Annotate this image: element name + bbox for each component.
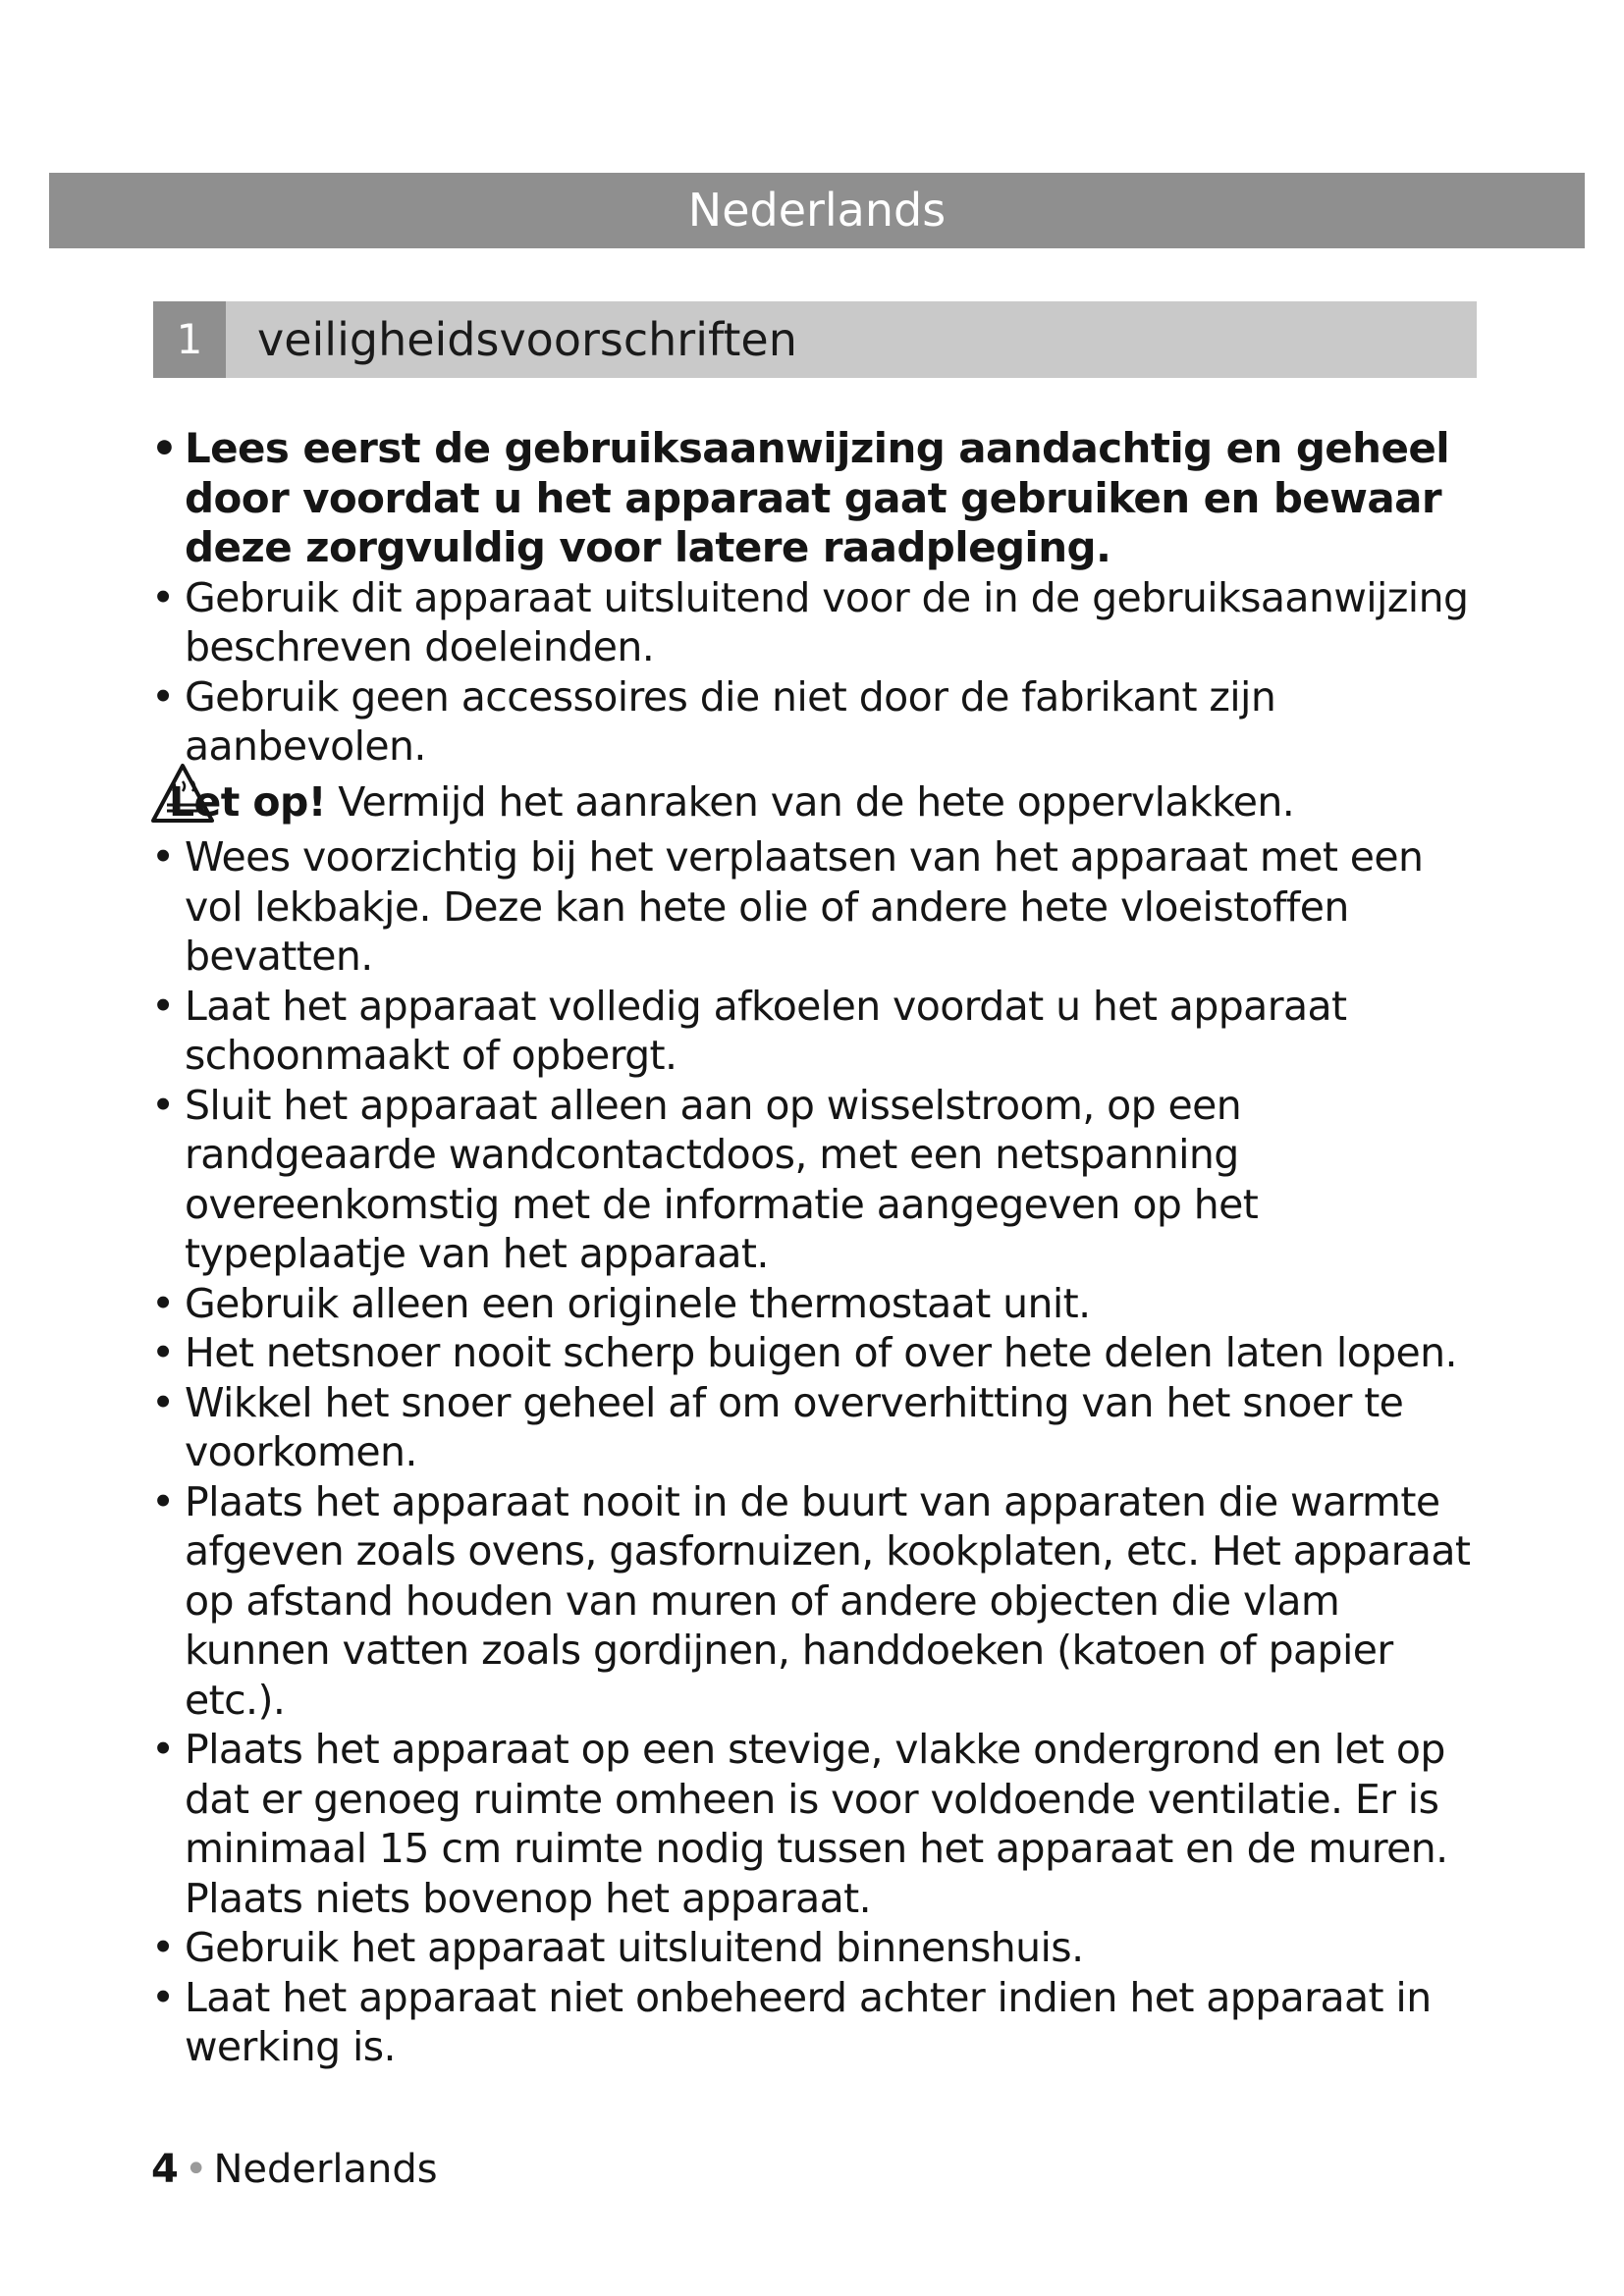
list-item [149, 1725, 1485, 1923]
page-number: 4 [151, 2147, 179, 2192]
bullet-dot: • [151, 1924, 175, 1971]
bullet-dot: • [151, 1081, 175, 1129]
page-footer [151, 2144, 438, 2195]
list-item-text: Wees voorzichtig bij het verplaatsen van het apparaat met een vol lekbakje. Deze kan hete olie of andere hete vloeistoffen bevatten. [185, 833, 1424, 980]
list-item [149, 832, 1485, 982]
section-title: veiligheidsvoorschriften [257, 313, 797, 366]
list-item-text: Gebruik dit apparaat uitsluitend voor de in de gebruiksaanwijzing beschreven doeleinden. [185, 573, 1469, 670]
list-item [149, 1923, 1485, 1973]
list-item-text: Laat het apparaat volledig afkoelen voordat u het apparaat schoonmaakt of opbergt. [185, 982, 1347, 1079]
list-item-text: Het netsnoer nooit scherp buigen of over hete delen laten lopen. [185, 1329, 1457, 1376]
list-item-text: Sluit het apparaat alleen aan op wisselstroom, op een randgeaarde wandcontactdoos, met een netspanning overeenkomstig met de informatie aangegeven op het typeplaatje van het apparaat. [185, 1081, 1259, 1277]
bullet-dot: • [151, 1973, 175, 2021]
bullet-dot: • [151, 982, 175, 1030]
list-item-text: Lees eerst de gebruiksaanwijzing aandachtig en geheel door voordat u het apparaat gaat gebruiken en bewaar deze zorgvuldig voor latere raadpleging. [185, 424, 1450, 571]
bullet-dot: • [151, 1477, 175, 1525]
list-item-text: Gebruik het apparaat uitsluitend binnenshuis. [185, 1924, 1084, 1971]
bullet-dot: • [151, 1378, 175, 1426]
list-item-text: Gebruik geen accessoires die niet door de fabrikant zijn aanbevolen. [185, 672, 1276, 770]
list-item-text: Plaats het apparaat nooit in de buurt van apparaten die warmte afgeven zoals ovens, gasfornuizen, kookplaten, etc. Het apparaat op afstand houden van muren of andere objecten die vlam kunnen vatten zoals gordijnen, handdoeken (katoen of papier etc.). [185, 1477, 1471, 1724]
list-item-text: Wikkel het snoer geheel af om oververhitting van het snoer te voorkomen. [185, 1378, 1404, 1475]
bullet-dot: • [151, 833, 175, 881]
list-item [149, 1477, 1485, 1726]
bullet-dot: • [151, 1329, 175, 1376]
list-item-text: Plaats het apparaat op een stevige, vlakke ondergrond en let op dat er genoeg ruimte omheen is voor voldoende ventilatie. Er is minimaal 15 cm ruimte nodig tussen het apparaat en de muren. Plaats niets bovenop het apparaat. [185, 1726, 1448, 1922]
bullet-dot: • [151, 1726, 175, 1773]
list-item [149, 1081, 1485, 1279]
list-item-text: Laat het apparaat niet onbeheerd achter indien het apparaat in werking is. [185, 1973, 1432, 2070]
section-header [153, 301, 1477, 378]
footer-separator: • [184, 2147, 208, 2192]
section-number: 1 [153, 301, 226, 378]
bullet-dot: • [151, 573, 175, 621]
list-item [149, 1328, 1485, 1378]
list-item-text: Gebruik alleen een originele thermostaat unit. [185, 1279, 1091, 1327]
footer-language: Nederlands [213, 2147, 438, 2192]
list-item [149, 573, 1485, 672]
bullet-dot: • [151, 672, 175, 721]
bullet-dot: • [151, 424, 178, 472]
hot-surface-warning [149, 777, 1485, 828]
warning-text: Vermijd het aanraken van de hete oppervlakken. [325, 777, 1295, 826]
list-item [149, 424, 1485, 573]
list-item [149, 1279, 1485, 1329]
list-item [149, 672, 1485, 772]
list-item [149, 982, 1485, 1081]
list-item [149, 1378, 1485, 1477]
list-item [149, 1973, 1485, 2072]
warning-label: Let op! [169, 777, 326, 826]
safety-instructions [149, 424, 1485, 2072]
language-banner: Nederlands [49, 173, 1585, 248]
bullet-dot: • [151, 1279, 175, 1327]
